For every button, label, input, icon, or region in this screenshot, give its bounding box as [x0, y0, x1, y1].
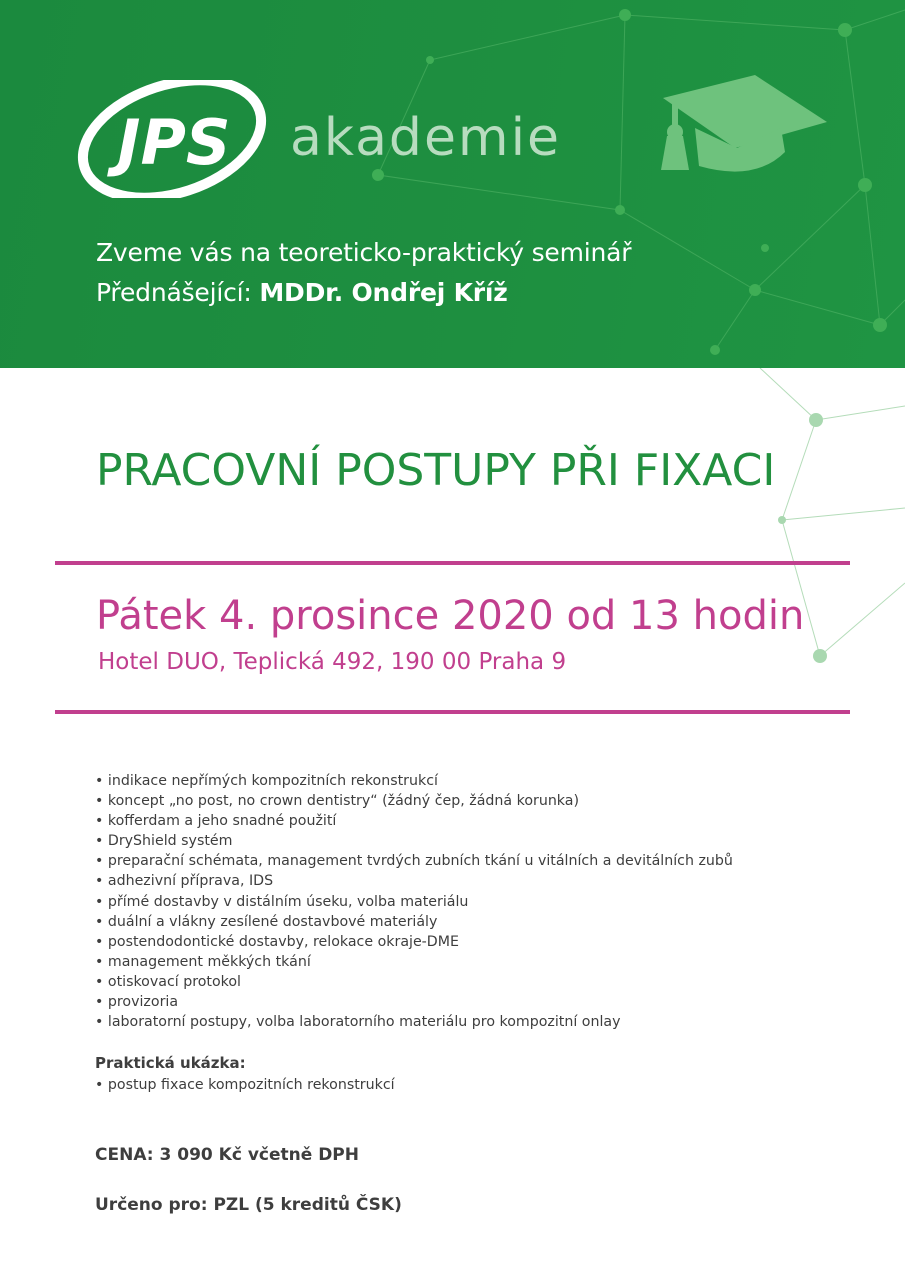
intro-text — [96, 233, 631, 313]
seminar-title: PRACOVNÍ POSTUPY PŘI FIXACI — [96, 445, 776, 496]
list-item: • DryShield systém — [95, 831, 733, 851]
header-banner — [0, 0, 905, 368]
practical-list — [95, 1075, 395, 1095]
list-item: • indikace nepřímých kompozitních rekonstrukcí — [95, 771, 733, 791]
price: CENA: 3 090 Kč včetně DPH — [95, 1145, 359, 1165]
seminar-venue: Hotel DUO, Teplická 492, 190 00 Praha 9 — [98, 649, 567, 675]
jps-logo — [74, 80, 270, 198]
list-item: • provizoria — [95, 992, 733, 1012]
logo-text: JPS — [117, 106, 231, 179]
list-item: • adhezivní příprava, IDS — [95, 871, 733, 891]
practical-heading: Praktická ukázka: — [95, 1054, 246, 1072]
list-item: • management měkkých tkání — [95, 952, 733, 972]
list-item: • preparační schémata, management tvrdých zubních tkání u vitálních a devitálních zubů — [95, 851, 733, 871]
lecturer-name: MDDr. Ondřej Kříž — [259, 278, 508, 307]
list-item: • postup fixace kompozitních rekonstrukcí — [95, 1075, 395, 1095]
list-item: • koncept „no post, no crown dentistry“ (žádný čep, žádná korunka) — [95, 791, 733, 811]
list-item: • duální a vlákny zesílené dostavbové materiály — [95, 912, 733, 932]
list-item: • laboratorní postupy, volba laboratorního materiálu pro kompozitní onlay — [95, 1012, 733, 1032]
lecturer-label: Přednášející: — [96, 278, 252, 307]
brand-name: akademie — [290, 108, 562, 168]
list-item: • otiskovací protokol — [95, 972, 733, 992]
graduation-cap-icon — [655, 70, 833, 178]
divider-bottom — [55, 710, 850, 714]
lecturer-line — [96, 273, 631, 313]
seminar-date: Pátek 4. prosince 2020 od 13 hodin — [96, 593, 805, 639]
invitation-line: Zveme vás na teoreticko-praktický seminář — [96, 238, 632, 267]
audience: Určeno pro: PZL (5 kreditů ČSK) — [95, 1195, 402, 1215]
list-item: • postendodontické dostavby, relokace okraje-DME — [95, 932, 733, 952]
list-item: • kofferdam a jeho snadné použití — [95, 811, 733, 831]
list-item: • přímé dostavby v distálním úseku, volba materiálu — [95, 892, 733, 912]
topics-list — [95, 771, 733, 1032]
divider-top — [55, 561, 850, 565]
network-decoration-lower — [0, 368, 905, 688]
